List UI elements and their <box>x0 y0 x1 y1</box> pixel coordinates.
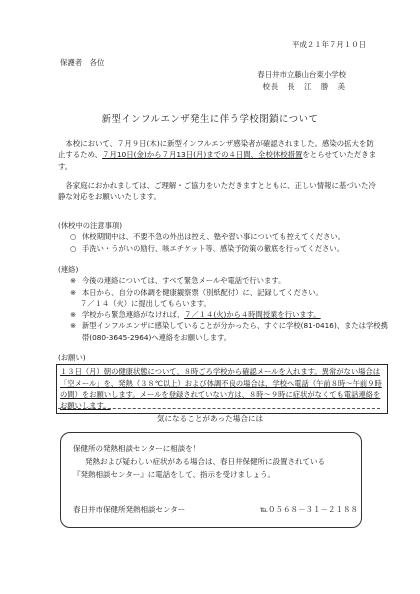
document-date: 平成２１年７月１０日 <box>292 40 366 49</box>
request-text: １３日（月）朝の健康状態について、８時ごろ学校から確認メールを入れます。異常がない場合は「空メール」を、発熱（３８℃以上）および体調不良の場合は、学校へ電話（午前８時〜午前９時の間）をお願いします。メールを登録されていない方は、８時〜９時に症状がなくても電話連絡をお願いします。 <box>56 364 388 414</box>
document-title: 新型インフルエンザ発生に伴う学校閉鎖について <box>101 114 319 125</box>
contact-title: (連絡) <box>58 265 79 274</box>
list-item: ※ 本日から、自分の体調を健康観察票（別紙配付）に、記録してください。 <box>70 287 323 297</box>
short-schedule-note: ７／１４(火)から４時間授業を行います。 <box>184 310 321 320</box>
list-item: ※ 今後の連絡については、すべて緊急メールや電話で行います。 <box>70 276 286 286</box>
dashed-divider <box>58 408 380 409</box>
submit-note: ７／１４（火）に提出してもらいます。 <box>80 298 211 308</box>
list-item: ○ 休校期間中は、不要不急の外出は控え、塾や習い事についても控えてください。 <box>70 232 345 242</box>
note-mark-icon: ※ <box>70 321 77 331</box>
consult-line: 発熱および疑わしい症状がある場合は、春日井保健所に設置されている <box>85 456 325 466</box>
principal-name: 長 江 勝 美 <box>287 82 346 91</box>
request-title: (お願い) <box>58 353 86 362</box>
list-item: ○ 手洗い・うがいの励行、咳エチケット等、感染予防策の徹底を行ってください。 <box>70 243 345 253</box>
recipient-line: 保護者 各位 <box>60 58 105 67</box>
consult-box <box>60 432 362 528</box>
list-item: ※ 新型インフルエンザに感染していることが分かったら、すぐに学校(81-0416)、または学校携帯(080-3645-2964)へ連絡をお願いします。 <box>70 321 388 342</box>
center-name: 春日井市保健所発熱相談センター <box>73 505 186 514</box>
consult-body <box>73 443 353 481</box>
circle-bullet-icon: ○ <box>70 232 77 242</box>
notes-section <box>58 220 388 254</box>
note-mark-icon: ※ <box>70 310 77 320</box>
note-mark-icon: ※ <box>70 287 77 297</box>
principal-line <box>262 82 346 92</box>
notes-title: (休校中の注意事項) <box>58 221 123 230</box>
principal-title: 校長 <box>262 82 280 91</box>
consult-footer <box>73 505 358 515</box>
school-name: 春日井市立藤山台東小学校 <box>257 70 346 79</box>
intro-paragraph-2: 各家庭におかれましては、ご理解・ご協力をいただきますとともに、正しい情報に基づいた冷静な対応をお願いいたします。 <box>58 181 376 202</box>
consult-line: 『発熱相談センター』に電話をして、指示を受けましょう。 <box>73 469 276 479</box>
intro-paragraph-1: 本校において、７月９日(木)に新型インフルエンザ感染者が確認されました。感染の拡大を防止するため、７月10日(金)から７月13日(月)までの４日間、全校休校措置をとらせていただきます。 <box>58 139 377 171</box>
note-mark-icon: ※ <box>70 276 77 286</box>
list-item: ※ 学校から緊急連絡がなければ、７／１４(火)から４時間授業を行います。 <box>70 310 321 320</box>
consult-headline: 保健所の発熱相談センターに相談を！ <box>73 444 201 453</box>
circle-bullet-icon: ○ <box>70 243 77 253</box>
consult-caption: 気になることがあった場合には <box>156 414 264 423</box>
request-section <box>58 352 388 414</box>
closure-period: ７月10日(金)から７月13日(月)までの４日間、全校休校措置 <box>102 150 303 160</box>
contact-section <box>58 264 388 343</box>
center-phone: ℡０５６８－３１－２１８８ <box>259 505 358 514</box>
